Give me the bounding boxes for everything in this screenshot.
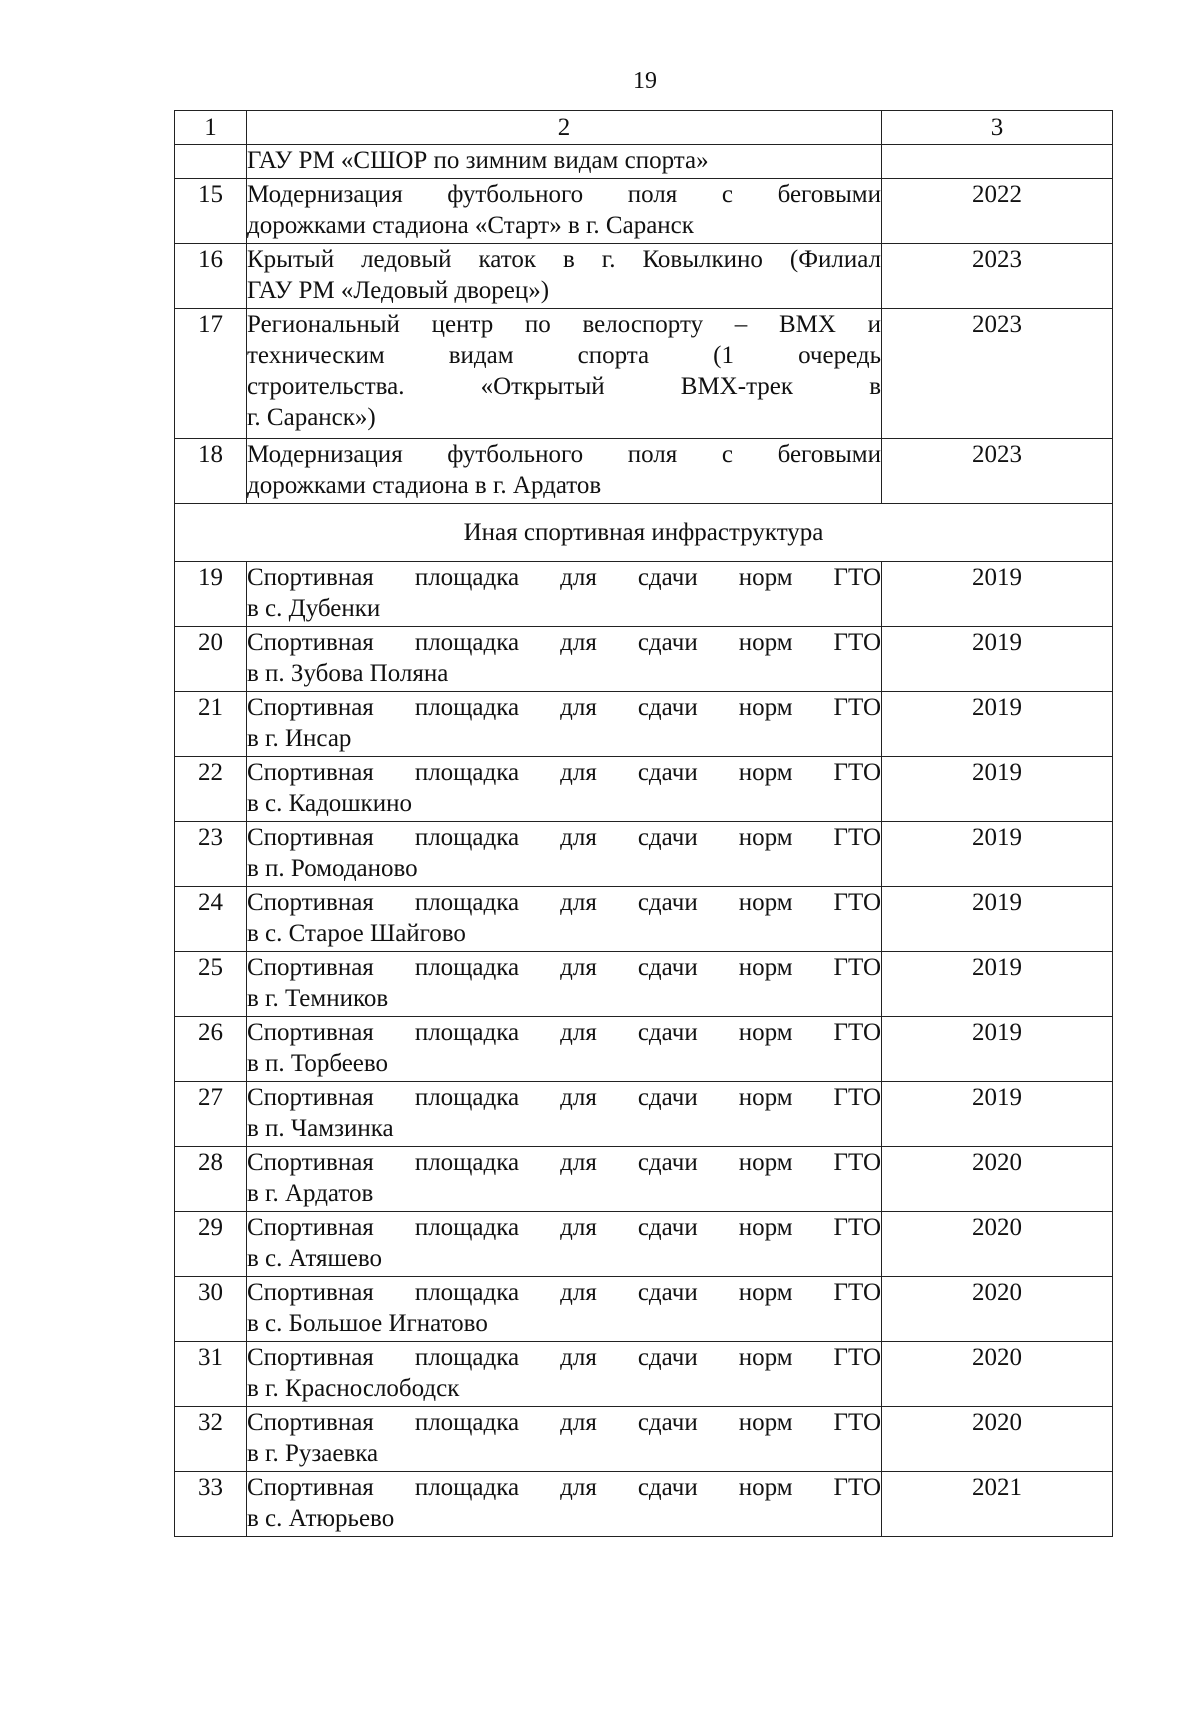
table-row (175, 822, 1113, 887)
table-row (175, 1342, 1113, 1407)
row-number: 20 (175, 627, 247, 692)
object-name-line: в г. Краснослободск (247, 1375, 460, 1402)
object-name-line: в г. Рузаевка (247, 1440, 379, 1467)
object-name-line: Спортивная площадка для сдачи норм ГТО (247, 889, 881, 916)
table-row (175, 952, 1113, 1017)
table-row (175, 757, 1113, 822)
row-number: 15 (175, 179, 247, 244)
object-name-line: Спортивная площадка для сдачи норм ГТО (247, 1019, 881, 1046)
object-name (247, 627, 882, 692)
object-name-line: Спортивная площадка для сдачи норм ГТО (247, 1084, 881, 1111)
table-row (175, 244, 1113, 309)
object-name-line: Спортивная площадка для сдачи норм ГТО (247, 629, 881, 656)
object-name-line: Модернизация футбольного поля с беговыми (247, 181, 881, 208)
object-name-line: Региональный центр по велоспорту – ВМХ и (247, 311, 881, 338)
object-name-line: Спортивная площадка для сдачи норм ГТО (247, 694, 881, 721)
row-number: 22 (175, 757, 247, 822)
table-row (175, 627, 1113, 692)
object-name (247, 757, 882, 822)
object-name-line: Спортивная площадка для сдачи норм ГТО (247, 824, 881, 851)
object-name-line: в п. Зубова Поляна (247, 660, 449, 687)
object-name-line: в п. Чамзинка (247, 1115, 394, 1142)
table-header-row (175, 111, 1113, 145)
object-name (247, 179, 882, 244)
object-name: ГАУ РМ «СШОР по зимним видам спорта» (247, 145, 882, 179)
object-name (247, 1277, 882, 1342)
row-number: 21 (175, 692, 247, 757)
table-body (175, 111, 1113, 1537)
object-name (247, 1407, 882, 1472)
completion-year: 2019 (882, 952, 1113, 1017)
object-name-line: в п. Ромоданово (247, 855, 418, 882)
row-number: 28 (175, 1147, 247, 1212)
object-name-line: г. Саранск») (247, 404, 376, 431)
completion-year: 2020 (882, 1277, 1113, 1342)
object-name-line: в с. Атяшево (247, 1245, 383, 1272)
object-name (247, 244, 882, 309)
completion-year (882, 145, 1113, 179)
row-number: 18 (175, 439, 247, 504)
row-number: 23 (175, 822, 247, 887)
object-name (247, 1212, 882, 1277)
object-name (247, 1472, 882, 1537)
completion-year: 2019 (882, 692, 1113, 757)
object-name (247, 952, 882, 1017)
table-row (175, 309, 1113, 439)
object-name-line: Спортивная площадка для сдачи норм ГТО (247, 564, 881, 591)
object-name-line: Спортивная площадка для сдачи норм ГТО (247, 1474, 881, 1501)
object-name-line: в с. Дубенки (247, 595, 381, 622)
row-number: 31 (175, 1342, 247, 1407)
row-number: 17 (175, 309, 247, 439)
table-row (175, 179, 1113, 244)
object-name (247, 822, 882, 887)
row-number (175, 145, 247, 179)
table-row (175, 1147, 1113, 1212)
object-name-line: в с. Старое Шайгово (247, 920, 466, 947)
table-row (175, 562, 1113, 627)
object-name-line: в с. Атюрьево (247, 1505, 395, 1532)
object-name-line: Спортивная площадка для сдачи норм ГТО (247, 1344, 881, 1371)
section-row (175, 504, 1113, 562)
completion-year: 2019 (882, 627, 1113, 692)
header-cell-name: 2 (247, 111, 882, 145)
object-name (247, 1082, 882, 1147)
object-name (247, 692, 882, 757)
object-name-line: Модернизация футбольного поля с беговыми (247, 441, 881, 468)
object-name (247, 562, 882, 627)
row-number: 25 (175, 952, 247, 1017)
object-name-line: Спортивная площадка для сдачи норм ГТО (247, 954, 881, 981)
table-row (175, 1277, 1113, 1342)
table-row (175, 1472, 1113, 1537)
object-name-line: Спортивная площадка для сдачи норм ГТО (247, 1279, 881, 1306)
object-name (247, 1147, 882, 1212)
completion-year: 2020 (882, 1147, 1113, 1212)
table-row (175, 1017, 1113, 1082)
row-number: 29 (175, 1212, 247, 1277)
completion-year: 2020 (882, 1407, 1113, 1472)
table-row (175, 1082, 1113, 1147)
infrastructure-table (174, 110, 1113, 1537)
row-number: 30 (175, 1277, 247, 1342)
object-name-line: в с. Кадошкино (247, 790, 412, 817)
object-name-line: строительства. «Открытый ВМХ-трек в (247, 373, 881, 400)
completion-year: 2021 (882, 1472, 1113, 1537)
object-name-line: Спортивная площадка для сдачи норм ГТО (247, 1214, 881, 1241)
object-name-line: в г. Ардатов (247, 1180, 374, 1207)
table-row (175, 1407, 1113, 1472)
object-name (247, 1342, 882, 1407)
table-row (175, 1212, 1113, 1277)
completion-year: 2019 (882, 887, 1113, 952)
completion-year: 2020 (882, 1342, 1113, 1407)
row-number: 16 (175, 244, 247, 309)
completion-year: 2022 (882, 179, 1113, 244)
row-number: 24 (175, 887, 247, 952)
completion-year: 2023 (882, 244, 1113, 309)
row-number: 32 (175, 1407, 247, 1472)
object-name-line: Спортивная площадка для сдачи норм ГТО (247, 1149, 881, 1176)
row-number: 26 (175, 1017, 247, 1082)
object-name-line: ГАУ РМ «Ледовый дворец») (247, 277, 550, 304)
object-name (247, 439, 882, 504)
row-number: 27 (175, 1082, 247, 1147)
completion-year: 2019 (882, 1017, 1113, 1082)
table-row (175, 887, 1113, 952)
object-name-line: в г. Инсар (247, 725, 352, 752)
object-name-line: в с. Большое Игнатово (247, 1310, 488, 1337)
row-number: 33 (175, 1472, 247, 1537)
completion-year: 2023 (882, 439, 1113, 504)
completion-year: 2023 (882, 309, 1113, 439)
object-name (247, 309, 882, 439)
object-name-line: дорожками стадиона в г. Ардатов (247, 472, 602, 499)
object-name-line: Крытый ледовый каток в г. Ковылкино (Филиал (247, 246, 881, 273)
header-cell-year: 3 (882, 111, 1113, 145)
header-cell-num: 1 (175, 111, 247, 145)
completion-year: 2019 (882, 757, 1113, 822)
object-name-line: дорожками стадиона «Старт» в г. Саранск (247, 212, 694, 239)
section-title: Иная спортивная инфраструктура (175, 504, 1113, 562)
object-name-line: в г. Темников (247, 985, 389, 1012)
table-row (175, 692, 1113, 757)
completion-year: 2019 (882, 822, 1113, 887)
completion-year: 2020 (882, 1212, 1113, 1277)
object-name-line: техническим видам спорта (1 очередь (247, 342, 881, 369)
object-name-line: Спортивная площадка для сдачи норм ГТО (247, 759, 881, 786)
table-row (175, 439, 1113, 504)
object-name-line: в п. Торбеево (247, 1050, 389, 1077)
completion-year: 2019 (882, 1082, 1113, 1147)
object-name (247, 1017, 882, 1082)
continuation-row (175, 145, 1113, 179)
object-name (247, 887, 882, 952)
row-number: 19 (175, 562, 247, 627)
page-number: 19 (633, 68, 657, 94)
object-name-line: Спортивная площадка для сдачи норм ГТО (247, 1409, 881, 1436)
completion-year: 2019 (882, 562, 1113, 627)
